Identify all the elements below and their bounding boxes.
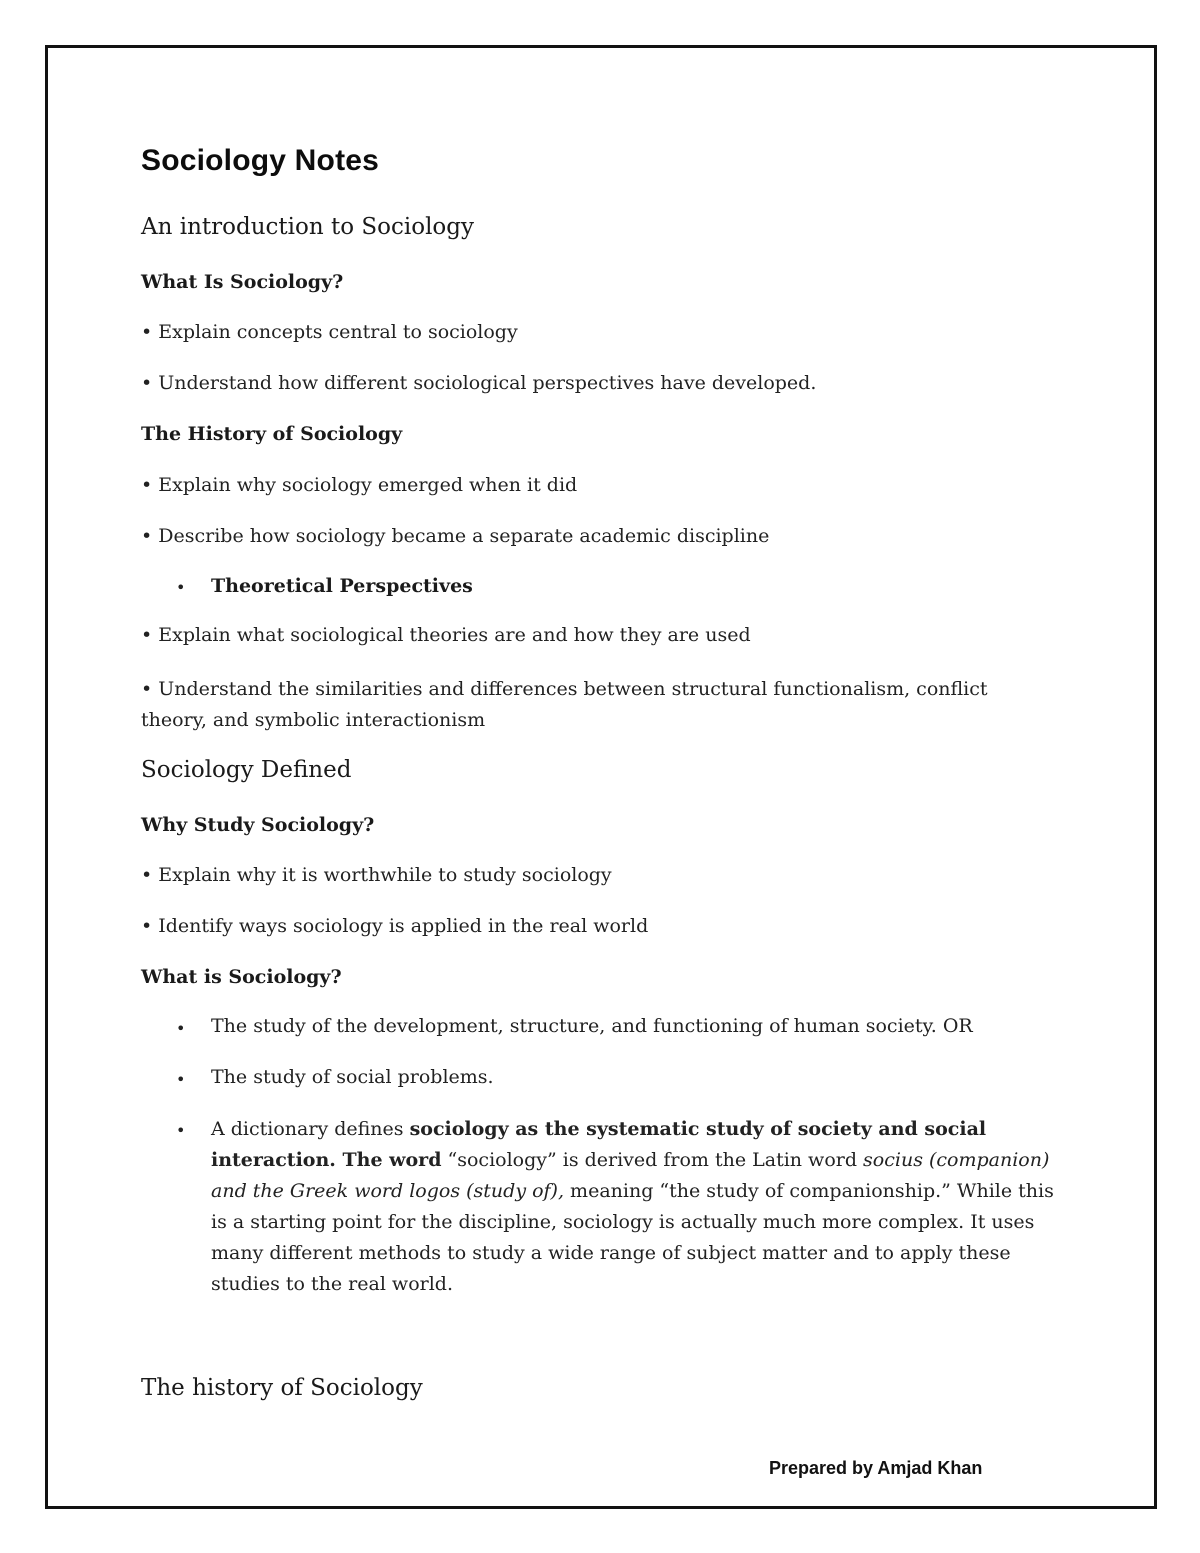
heading-introduction: An introduction to Sociology — [141, 214, 474, 240]
dictionary-lead: A dictionary defines — [211, 1118, 410, 1140]
dictionary-italic-text: socius (companion) and the Greek word logos (study of), — [211, 1149, 1050, 1202]
list-item: • Understand the similarities and differences between structural functionalism, conflict theory, and symbolic interactionism — [141, 678, 988, 731]
heading-history-of-sociology: The History of Sociology — [141, 423, 403, 445]
list-item: • Explain why it is worthwhile to study sociology — [141, 864, 612, 886]
heading-history-of-sociology-2: The history of Sociology — [141, 1375, 423, 1401]
list-item: • Explain why sociology emerged when it did — [141, 474, 578, 496]
list-item: • Understand how different sociological perspectives have developed. — [141, 372, 817, 394]
footer-author: Prepared by Amjad Khan — [769, 1458, 983, 1478]
list-item: • Describe how sociology became a separate academic discipline — [141, 525, 770, 547]
bullet-marker: • — [176, 1070, 186, 1089]
document-title: Sociology Notes — [141, 144, 380, 177]
heading-why-study-sociology: Why Study Sociology? — [141, 814, 375, 836]
list-item: • Explain concepts central to sociology — [141, 321, 518, 343]
definition-item: The study of the development, structure, and functioning of human society. OR — [211, 1015, 973, 1037]
bullet-marker: • — [176, 578, 186, 597]
bullet-marker: • — [176, 1121, 186, 1140]
heading-what-is-sociology: What Is Sociology? — [141, 271, 344, 293]
dictionary-bold-text: sociology as the systematic study of society and social interaction. The word — [211, 1118, 987, 1171]
list-item: • Explain what sociological theories are and how they are used — [141, 624, 751, 646]
dictionary-middle: “sociology” is derived from the Latin word — [441, 1149, 864, 1171]
heading-what-is-sociology-2: What is Sociology? — [141, 966, 342, 988]
definition-item: The study of social problems. — [211, 1066, 494, 1088]
heading-theoretical-perspectives: Theoretical Perspectives — [211, 575, 473, 597]
heading-sociology-defined: Sociology Defined — [141, 757, 352, 783]
dictionary-definition-paragraph — [211, 1114, 1071, 1300]
dictionary-rest: meaning “the study of companionship.” While this is a starting point for the discipline, sociology is actually much more complex. It uses many different methods to study a wide range of subject matter and to apply these studies to the real world. — [211, 1180, 1054, 1295]
list-item: • Identify ways sociology is applied in the real world — [141, 915, 649, 937]
bullet-marker: • — [176, 1019, 186, 1038]
